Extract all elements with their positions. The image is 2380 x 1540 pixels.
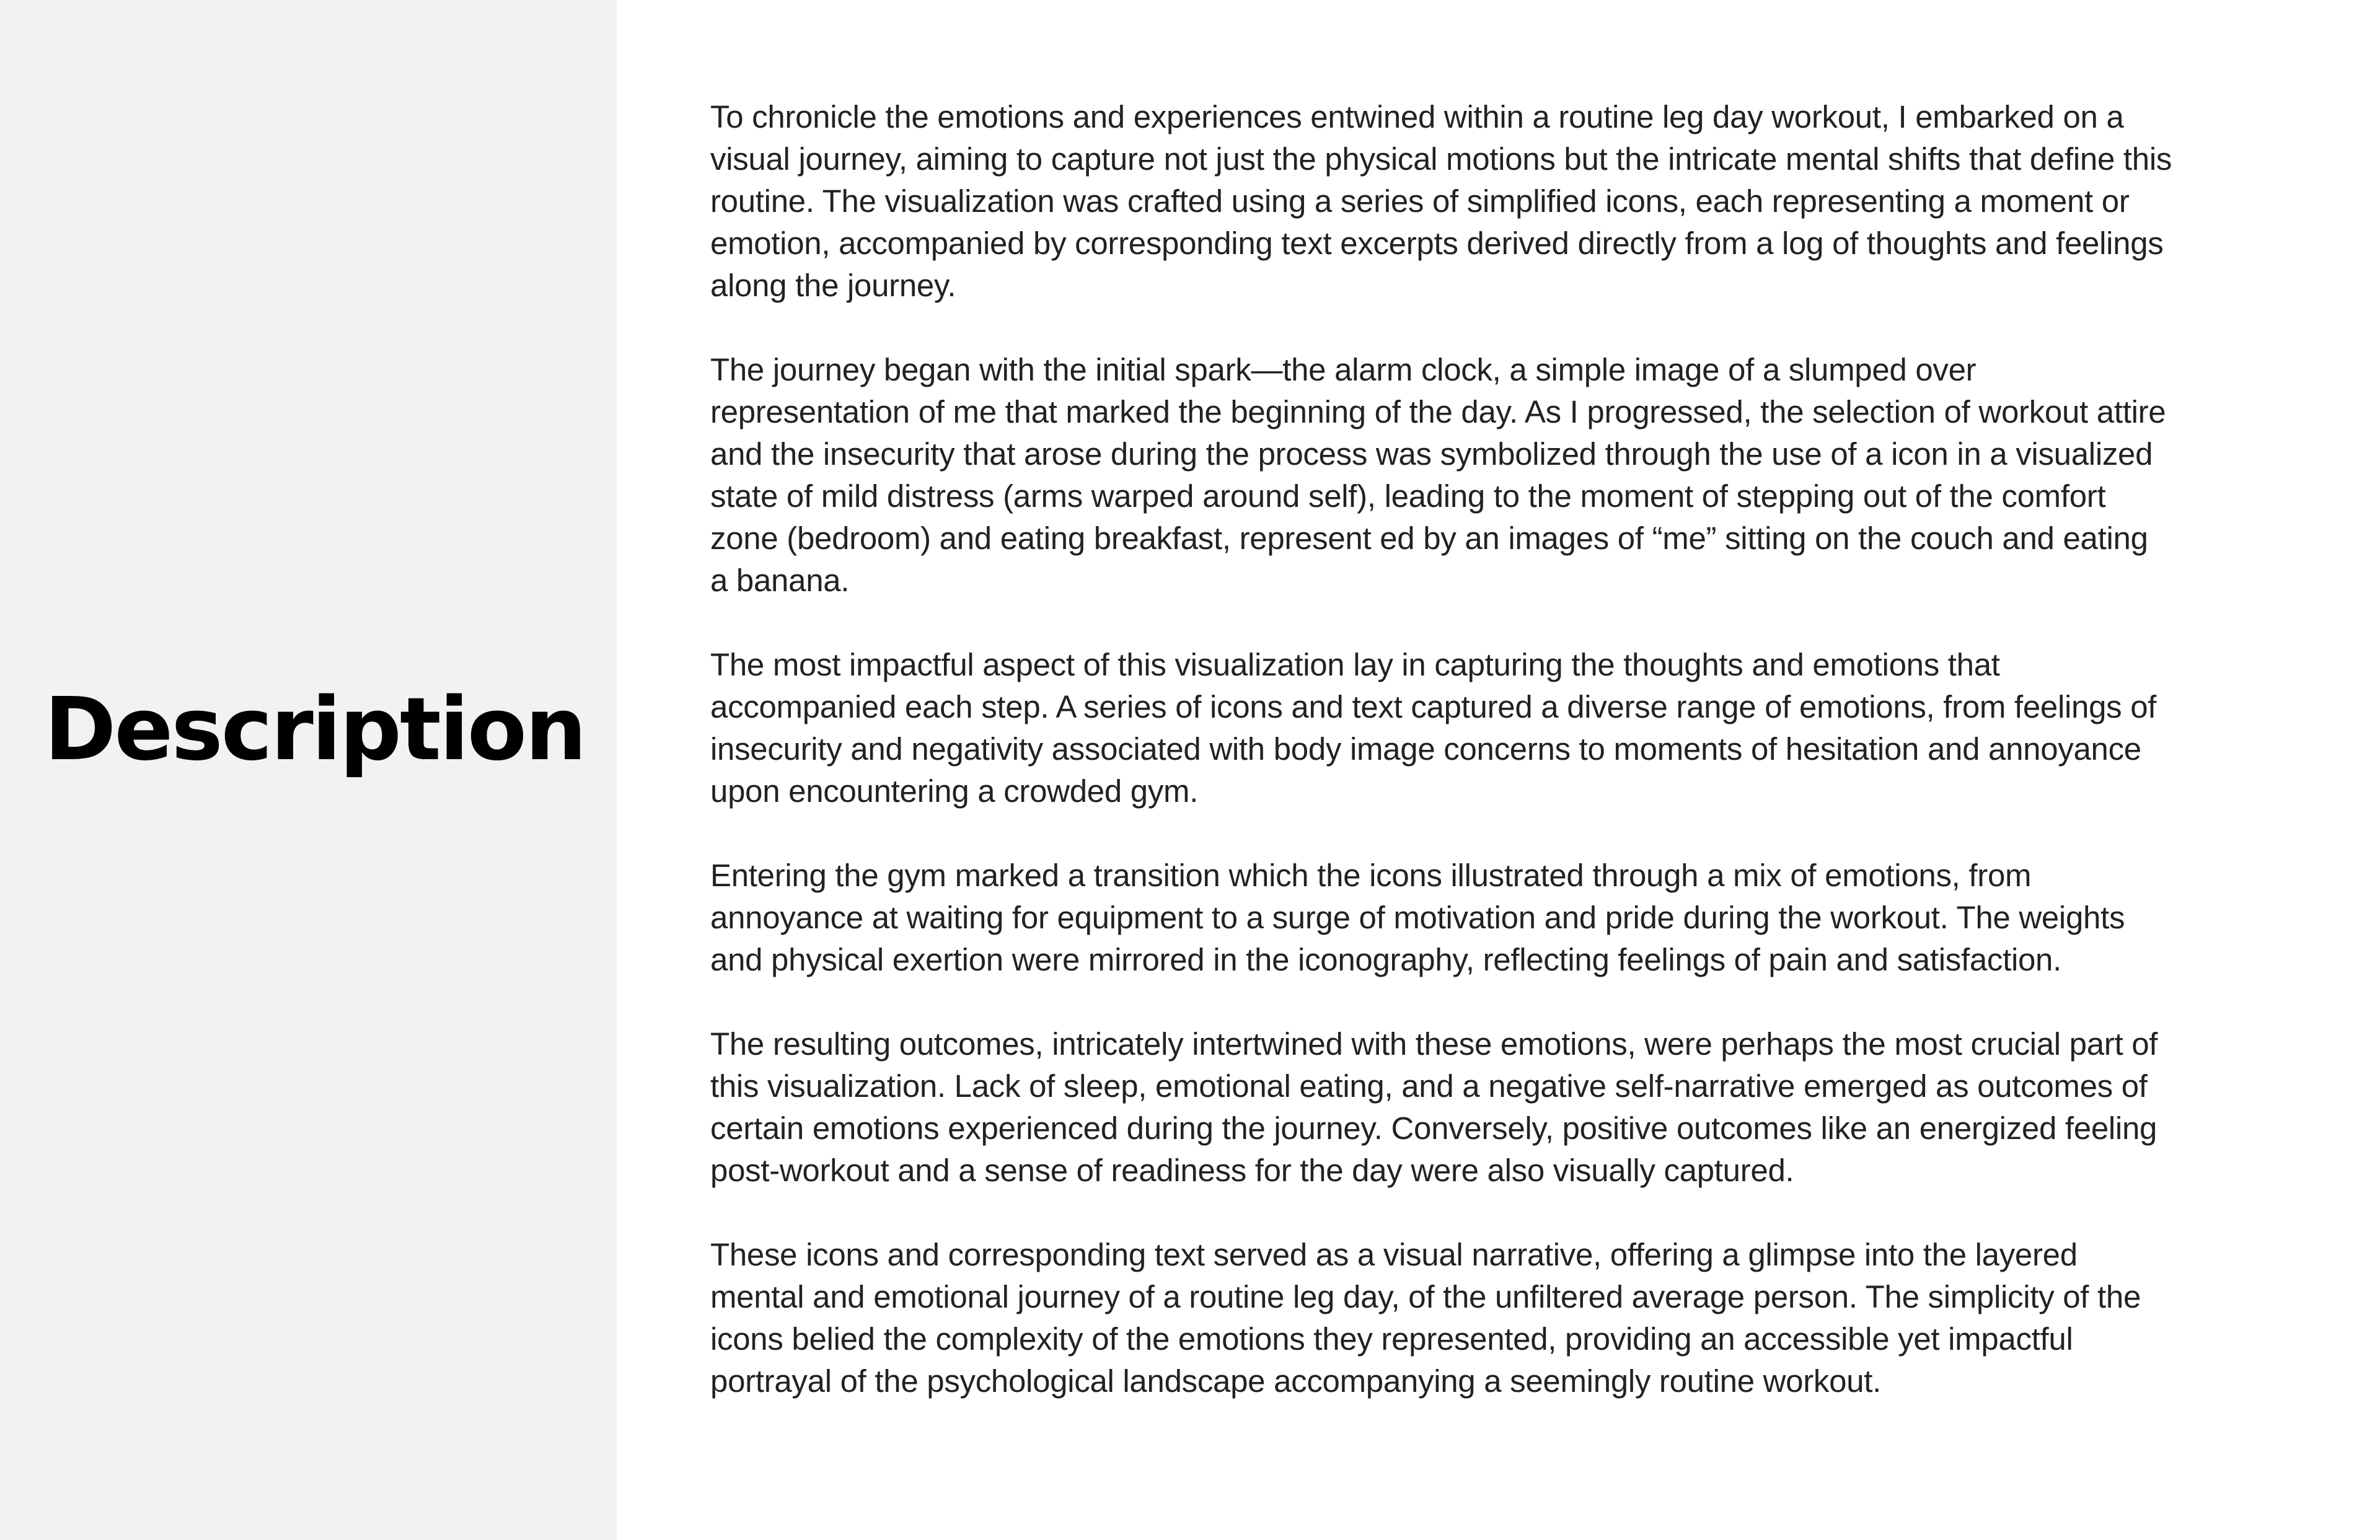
page-title: Description: [44, 679, 585, 780]
paragraph-intro: To chronicle the emotions and experiences entwined within a routine leg day workout, I embarked on a visual journey, aiming to capture not just the physical motions but the intricate mental shifts that define this routine. The visualization was crafted using a series of simplified icons, each representing a moment or emotion, accompanied by corresponding text excerpts derived directly from a log of thoughts and feelings along the journey.: [710, 99, 2172, 303]
paragraph-conclusion: These icons and corresponding text served as a visual narrative, offering a glimpse into the layered mental and emotional journey of a routine leg day, of the unfiltered average person. The simplicity of the icons belied the complexity of the emotions they represented, providing an accessible yet impactful portrayal of the psychological landscape accompanying a seemingly routine workout.: [710, 1237, 2141, 1399]
paragraph-emotions: The most impactful aspect of this visualization lay in capturing the thoughts and emotions that accompanied each step. A series of icons and text captured a diverse range of emotions, from feelings of insecurity and negativity associated with body image concerns to moments of hesitation and annoyance upon encountering a crowded gym.: [710, 647, 2157, 809]
paragraph-journey-start: The journey began with the initial spark—the alarm clock, a simple image of a slumped over representation of me that marked the beginning of the day. As I progressed, the selection of workout attire and the insecurity that arose during the process was symbolized through the use of a icon in a visualized state of mild distress (arms warped around self), leading to the moment of stepping out of the comfort zone (bedroom) and eating breakfast, represent ed by an images of “me” sitting on the couch and eating a banana.: [710, 352, 2166, 598]
paragraph-outcomes: The resulting outcomes, intricately intertwined with these emotions, were perhaps the most crucial part of this visualization. Lack of sleep, emotional eating, and a negative self-narrative emerged as outcomes of certain emotions experienced during the journey. Conversely, positive outcomes like an energized feeling post-workout and a sense of readiness for the day were also visually captured.: [710, 1026, 2158, 1188]
paragraph-gym: Entering the gym marked a transition which the icons illustrated through a mix of emotions, from annoyance at waiting for equipment to a surge of motivation and pride during the workout. The weights and physical exertion were mirrored in the iconography, reflecting feelings of pain and satisfaction.: [710, 858, 2125, 977]
description-body: [710, 96, 2173, 1402]
